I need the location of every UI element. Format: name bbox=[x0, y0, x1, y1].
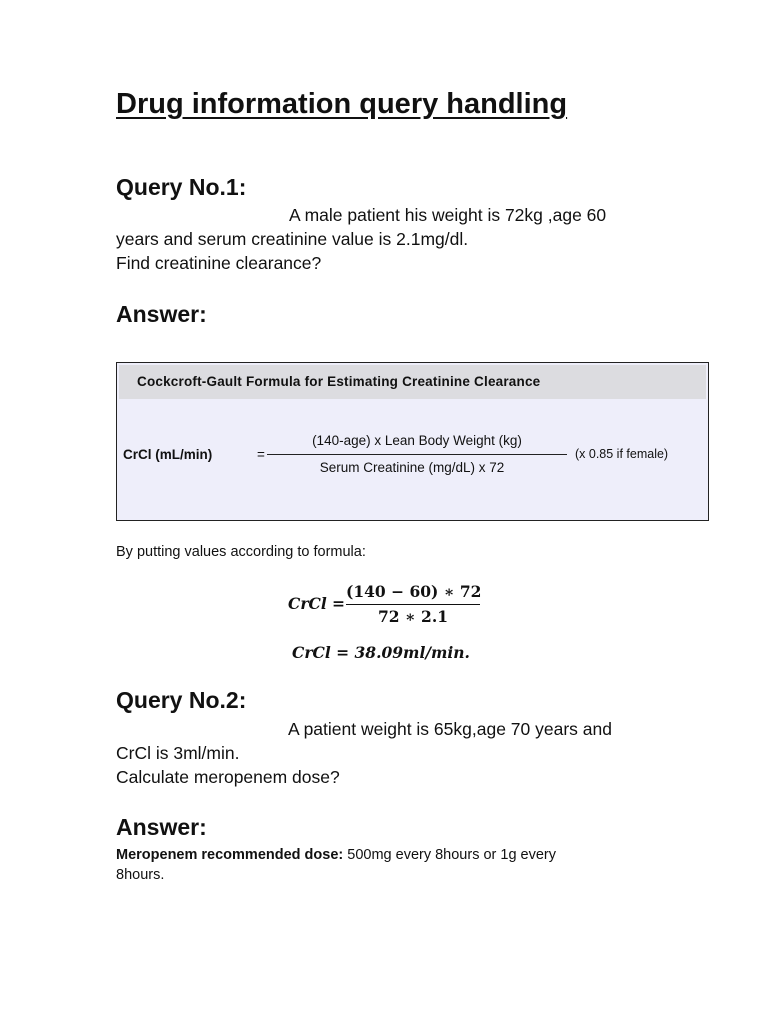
meropenem-dose-text: 500mg every 8hours or 1g every bbox=[343, 847, 557, 863]
eq1-fraction-bar bbox=[346, 604, 480, 605]
cockcroft-gault-formula-box bbox=[116, 362, 709, 521]
formula-intro-text: By putting values according to formula: bbox=[116, 544, 366, 560]
answer-2-heading: Answer: bbox=[116, 814, 207, 840]
eq1-numerator: (140 − 60) ∗ 72 bbox=[346, 582, 482, 601]
query-2-line-1: A patient weight is 65kg,age 70 years and bbox=[288, 719, 612, 739]
meropenem-dose-label: Meropenem recommended dose: bbox=[116, 847, 344, 863]
page-title: Drug information query handling bbox=[116, 88, 568, 120]
meropenem-dose-line bbox=[116, 845, 556, 865]
query-2-heading: Query No.2: bbox=[116, 687, 247, 713]
formula-denominator: Serum Creatinine (mg/dL) x 72 bbox=[319, 460, 505, 475]
eq1-equals: = bbox=[332, 594, 345, 613]
eq2-result: CrCl = 38.09ml/min. bbox=[292, 643, 470, 662]
formula-numerator: (140-age) x Lean Body Weight (kg) bbox=[312, 433, 522, 448]
query-1-line-3: Find creatinine clearance? bbox=[116, 253, 322, 273]
answer-1-heading: Answer: bbox=[116, 301, 207, 327]
formula-female-note: (x 0.85 if female) bbox=[575, 447, 669, 461]
formula-fraction-bar bbox=[267, 454, 567, 455]
query-1-line-1: A male patient his weight is 72kg ,age 60 bbox=[289, 205, 607, 225]
meropenem-dose-line-2: 8hours. bbox=[116, 867, 165, 883]
eq1-lhs: CrCl bbox=[288, 594, 327, 613]
formula-box-header: Cockcroft-Gault Formula for Estimating Creatinine Clearance bbox=[119, 365, 706, 399]
formula-lhs: CrCl (mL/min) bbox=[123, 447, 213, 462]
query-1-line-2: years and serum creatinine value is 2.1mg/dl. bbox=[116, 229, 469, 249]
query-1-heading: Query No.1: bbox=[116, 174, 247, 200]
query-2-line-3: Calculate meropenem dose? bbox=[116, 767, 340, 787]
eq1-denominator: 72 ∗ 2.1 bbox=[377, 607, 449, 626]
query-2-line-2: CrCl is 3ml/min. bbox=[116, 743, 240, 763]
formula-equals: = bbox=[257, 447, 265, 462]
